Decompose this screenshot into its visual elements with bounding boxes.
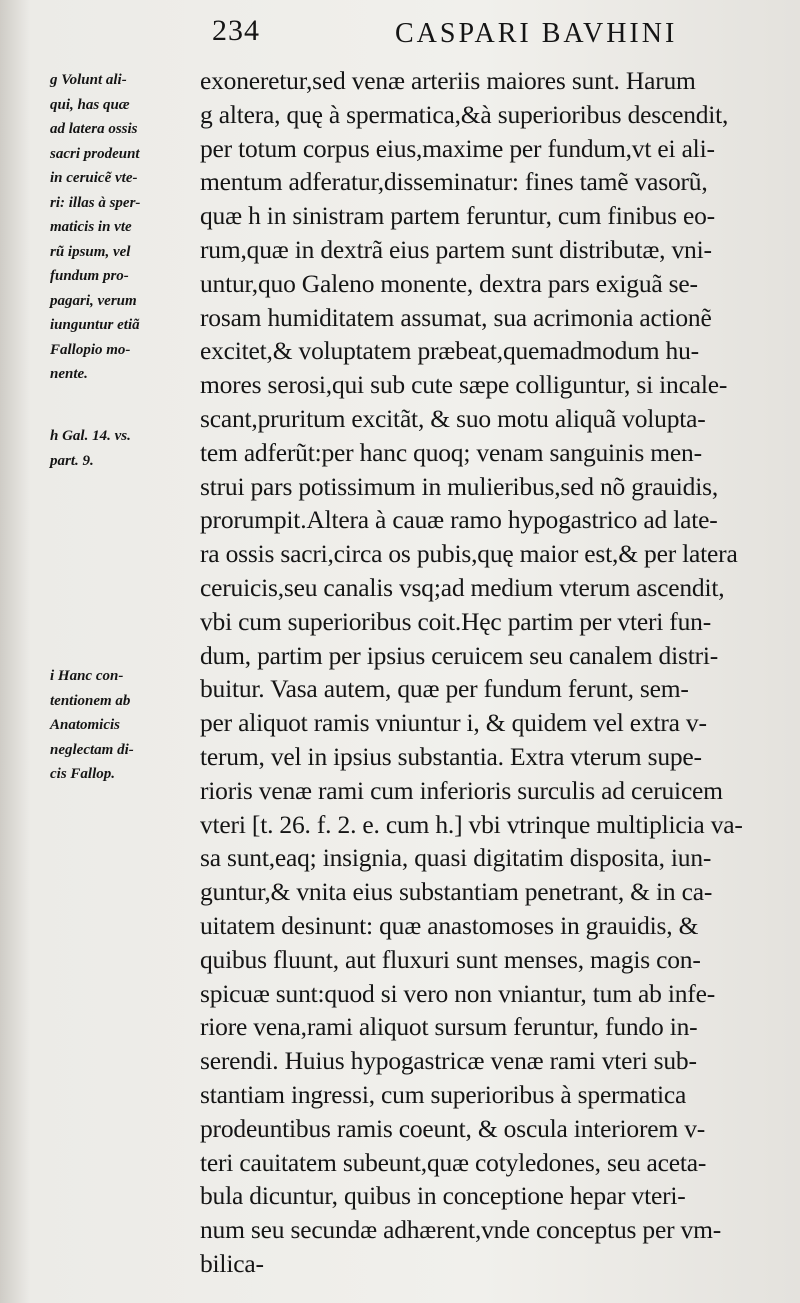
text-line: terum, vel in ipsius substantia. Extra vterum supe- [200,741,702,771]
text-line: prorumpit.Altera à cauæ ramo hypogastrico ad late- [200,505,718,535]
text-line: per aliquot ramis vniuntur i, & quidem vel extra v- [200,708,707,738]
text-line: stantiam ingressi, cum superioribus à spermatica [200,1079,687,1109]
text-line: dum, partim per ipsius ceruicem seu canalem distri- [200,640,719,670]
body-text [200,64,790,1281]
text-line: bilica- [200,1248,264,1278]
margin-note-line: tentionem ab [50,692,131,709]
text-line: g altera, quę à spermatica,&à superioribus descendit, [200,99,729,129]
margin-note-line: fundum pro- [50,268,129,284]
margin-note-i [50,664,208,787]
text-line: sa sunt,eaq; insignia, quasi digitatim disposita, iun- [200,843,712,873]
text-line: num seu secundæ adhærent,vnde conceptus per vm- [200,1215,722,1245]
text-line: tem adferũt:per hanc quoq; venam sanguinis men- [200,437,702,467]
text-line: untur,quo Galeno monente, dextra pars exiguã se- [200,268,698,298]
text-line: per totum corpus eius,maxime per fundum,vt ei ali- [200,133,715,163]
text-line: excitet,& voluptatem præbeat,quemadmodum hu- [200,336,699,366]
margin-note-line: rũ ipsum, vel [50,243,131,260]
margin-note-line: i Hanc con- [50,668,124,684]
margin-notes [50,0,208,1303]
margin-note-line: maticis in vte [50,219,132,235]
margin-note-line: ad latera ossis [50,121,138,137]
text-line: vteri [t. 26. f. 2. e. cum h.] vbi vtrinque multiplicia va- [200,809,743,839]
margin-note-line: Anatomicis [50,717,121,733]
text-line: exoneretur,sed venæ arteriis maiores sunt. Harum [200,66,696,95]
text-line: vbi cum superioribus coit.Hęc partim per vteri fun- [200,606,711,636]
margin-note-line: h Gal. 14. vs. [50,428,131,444]
text-line: scant,pruritum excitãt, & suo motu aliquã volupta- [200,403,706,433]
text-line: bula dicuntur, quibus in conceptione hepar vteri- [200,1181,686,1211]
margin-note-h [50,424,208,473]
margin-note-line: in ceruicẽ vte- [50,170,138,186]
margin-note-line: cis Fallop. [50,766,116,782]
text-line: buitur. Vasa autem, quæ per fundum ferunt, sem- [200,674,689,704]
margin-note-line: g Volunt ali- [50,72,127,88]
margin-note-line: part. 9. [50,452,94,469]
margin-note-line: ri: illas à sper- [50,194,141,211]
text-line: strui pars potissimum in mulieribus,sed nõ grauidis, [200,471,718,501]
margin-note-line: pagari, verum [50,292,137,309]
margin-note-line: neglectam di- [50,741,134,758]
margin-note-line: nente. [50,366,88,382]
margin-note-line: iunguntur etiã [50,317,140,333]
text-line: mores serosi,qui sub cute sæpe colliguntur, si incale- [200,370,728,400]
margin-note-line: qui, has quæ [50,96,130,113]
text-line: guntur,& vnita eius substantiam penetrant, & in ca- [200,877,713,907]
margin-note-g [50,68,208,387]
text-line: mentum adferatur,disseminatur: fines tamẽ vasorũ, [200,167,708,197]
margin-note-line: Fallopio mo- [50,341,131,358]
text-line: riore vena,rami aliquot sursum feruntur, fundo in- [200,1012,698,1042]
text-line: spicuæ sunt:quod si vero non vniantur, tum ab infe- [200,978,716,1008]
text-line: prodeuntibus ramis coeunt, & oscula interiorem v- [200,1113,706,1143]
text-line: rum,quæ in dextrã eius partem sunt distributæ, vni- [200,234,712,264]
text-line: ra ossis sacri,circa os pubis,quę maior est,& per latera [200,539,738,569]
page-number: 234 [212,14,260,47]
text-line: uitatem desinunt: quæ anastomoses in grauidis, & [200,910,699,940]
text-line: ceruicis,seu canalis vsq;ad medium vterum ascendit, [200,572,725,602]
running-head: CASPARI BAVHINI [395,18,678,49]
text-line: teri cauitatem subeunt,quæ cotyledones, seu aceta- [200,1147,707,1177]
text-line: quibus fluunt, aut fluxuri sunt menses, magis con- [200,944,701,974]
text-line: serendi. Huius hypogastricæ venæ rami vteri sub- [200,1046,697,1076]
text-line: quæ h in sinistram partem feruntur, cum finibus eo- [200,201,715,231]
margin-note-line: sacri prodeunt [50,145,140,162]
text-line: rosam humiditatem assumat, sua acrimonia actionẽ [200,302,712,332]
text-line: rioris venæ rami cum inferioris surculis ad ceruicem [200,775,723,805]
